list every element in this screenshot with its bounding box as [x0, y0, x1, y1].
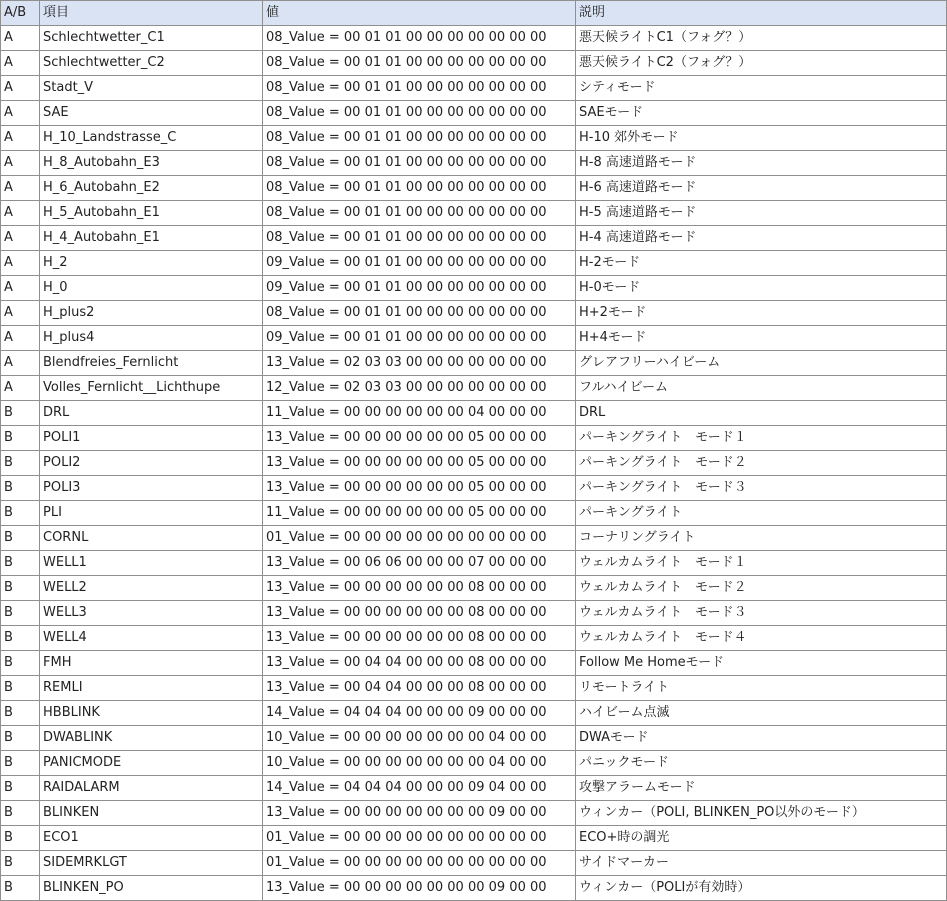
cell-item: H_5_Autobahn_E1: [40, 201, 263, 226]
table-row: [1, 201, 947, 226]
table-row: [1, 576, 947, 601]
cell-ab: A: [1, 226, 40, 251]
cell-value: 13_Value = 02 03 03 00 00 00 00 00 00 00: [263, 351, 576, 376]
cell-description: ウェルカムライト モード１: [576, 551, 947, 576]
table-row: [1, 301, 947, 326]
cell-item: Blendfreies_Fernlicht: [40, 351, 263, 376]
cell-item: H_0: [40, 276, 263, 301]
cell-ab: B: [1, 651, 40, 676]
cell-description: ECO+時の調光: [576, 826, 947, 851]
cell-description: H-6 高速道路モード: [576, 176, 947, 201]
cell-item: CORNL: [40, 526, 263, 551]
cell-description: SAEモード: [576, 101, 947, 126]
cell-item: WELL2: [40, 576, 263, 601]
cell-ab: A: [1, 201, 40, 226]
cell-item: DRL: [40, 401, 263, 426]
header-value: 値: [263, 1, 576, 26]
cell-value: 14_Value = 04 04 04 00 00 00 09 00 00 00: [263, 701, 576, 726]
cell-description: ハイビーム点滅: [576, 701, 947, 726]
cell-ab: A: [1, 176, 40, 201]
cell-value: 11_Value = 00 00 00 00 00 00 05 00 00 00: [263, 501, 576, 526]
cell-ab: A: [1, 351, 40, 376]
cell-ab: B: [1, 826, 40, 851]
cell-ab: B: [1, 551, 40, 576]
cell-description: H+4モード: [576, 326, 947, 351]
table-row: [1, 176, 947, 201]
cell-ab: B: [1, 701, 40, 726]
cell-item: Stadt_V: [40, 76, 263, 101]
table-row: [1, 851, 947, 876]
cell-value: 13_Value = 00 06 06 00 00 00 07 00 00 00: [263, 551, 576, 576]
cell-ab: B: [1, 501, 40, 526]
table-row: [1, 551, 947, 576]
cell-value: 08_Value = 00 01 01 00 00 00 00 00 00 00: [263, 126, 576, 151]
table-row: [1, 401, 947, 426]
cell-value: 08_Value = 00 01 01 00 00 00 00 00 00 00: [263, 201, 576, 226]
cell-item: H_8_Autobahn_E3: [40, 151, 263, 176]
table-row: [1, 51, 947, 76]
table-row: [1, 651, 947, 676]
cell-description: リモートライト: [576, 676, 947, 701]
cell-item: PLI: [40, 501, 263, 526]
table-row: [1, 751, 947, 776]
cell-ab: B: [1, 526, 40, 551]
cell-value: 13_Value = 00 00 00 00 00 00 05 00 00 00: [263, 451, 576, 476]
table-row: [1, 26, 947, 51]
cell-ab: A: [1, 51, 40, 76]
cell-description: パーキングライト モード２: [576, 451, 947, 476]
cell-value: 13_Value = 00 00 00 00 00 00 08 00 00 00: [263, 576, 576, 601]
table-row: [1, 151, 947, 176]
cell-item: Volles_Fernlicht__Lichthupe: [40, 376, 263, 401]
cell-description: パニックモード: [576, 751, 947, 776]
cell-item: WELL3: [40, 601, 263, 626]
cell-description: H-5 高速道路モード: [576, 201, 947, 226]
table-row: [1, 426, 947, 451]
table-row: [1, 226, 947, 251]
cell-value: 13_Value = 00 00 00 00 00 00 08 00 00 00: [263, 626, 576, 651]
cell-ab: A: [1, 276, 40, 301]
cell-description: ウェルカムライト モード２: [576, 576, 947, 601]
cell-value: 09_Value = 00 01 01 00 00 00 00 00 00 00: [263, 276, 576, 301]
table-row: [1, 276, 947, 301]
cell-value: 09_Value = 00 01 01 00 00 00 00 00 00 00: [263, 251, 576, 276]
cell-item: HBBLINK: [40, 701, 263, 726]
cell-item: FMH: [40, 651, 263, 676]
cell-description: DRL: [576, 401, 947, 426]
cell-value: 13_Value = 00 00 00 00 00 00 08 00 00 00: [263, 601, 576, 626]
table-row: [1, 476, 947, 501]
cell-ab: A: [1, 101, 40, 126]
cell-ab: A: [1, 301, 40, 326]
table-row: [1, 501, 947, 526]
table-row: [1, 601, 947, 626]
cell-item: H_10_Landstrasse_C: [40, 126, 263, 151]
table-row: [1, 101, 947, 126]
cell-value: 10_Value = 00 00 00 00 00 00 00 04 00 00: [263, 751, 576, 776]
table-row: [1, 126, 947, 151]
cell-value: 09_Value = 00 01 01 00 00 00 00 00 00 00: [263, 326, 576, 351]
table-row: [1, 326, 947, 351]
cell-description: DWAモード: [576, 726, 947, 751]
cell-item: H_4_Autobahn_E1: [40, 226, 263, 251]
cell-value: 08_Value = 00 01 01 00 00 00 00 00 00 00: [263, 51, 576, 76]
cell-value: 11_Value = 00 00 00 00 00 00 04 00 00 00: [263, 401, 576, 426]
cell-ab: A: [1, 76, 40, 101]
cell-item: H_2: [40, 251, 263, 276]
cell-description: H+2モード: [576, 301, 947, 326]
cell-description: H-2モード: [576, 251, 947, 276]
cell-item: Schlechtwetter_C2: [40, 51, 263, 76]
cell-item: RAIDALARM: [40, 776, 263, 801]
cell-item: DWABLINK: [40, 726, 263, 751]
cell-ab: B: [1, 601, 40, 626]
table-row: [1, 251, 947, 276]
cell-item: H_6_Autobahn_E2: [40, 176, 263, 201]
cell-value: 10_Value = 00 00 00 00 00 00 00 04 00 00: [263, 726, 576, 751]
cell-ab: B: [1, 426, 40, 451]
cell-item: POLI1: [40, 426, 263, 451]
cell-value: 13_Value = 00 04 04 00 00 00 08 00 00 00: [263, 651, 576, 676]
cell-item: POLI3: [40, 476, 263, 501]
cell-description: H-0モード: [576, 276, 947, 301]
cell-value: 12_Value = 02 03 03 00 00 00 00 00 00 00: [263, 376, 576, 401]
cell-description: パーキングライト モード１: [576, 426, 947, 451]
cell-ab: A: [1, 376, 40, 401]
cell-ab: A: [1, 251, 40, 276]
cell-description: サイドマーカー: [576, 851, 947, 876]
cell-value: 08_Value = 00 01 01 00 00 00 00 00 00 00: [263, 151, 576, 176]
cell-ab: A: [1, 126, 40, 151]
header-item: 項目: [40, 1, 263, 26]
cell-description: 悪天候ライトC1（フォグ？）: [576, 26, 947, 51]
cell-value: 08_Value = 00 01 01 00 00 00 00 00 00 00: [263, 101, 576, 126]
cell-ab: B: [1, 751, 40, 776]
cell-description: ウェルカムライト モード３: [576, 601, 947, 626]
cell-value: 08_Value = 00 01 01 00 00 00 00 00 00 00: [263, 176, 576, 201]
cell-value: 13_Value = 00 00 00 00 00 00 00 09 00 00: [263, 876, 576, 901]
cell-description: ウィンカー（POLIが有効時）: [576, 876, 947, 901]
cell-value: 13_Value = 00 00 00 00 00 00 05 00 00 00: [263, 426, 576, 451]
cell-value: 14_Value = 04 04 04 00 00 00 09 04 00 00: [263, 776, 576, 801]
cell-value: 13_Value = 00 00 00 00 00 00 00 09 00 00: [263, 801, 576, 826]
cell-value: 01_Value = 00 00 00 00 00 00 00 00 00 00: [263, 851, 576, 876]
cell-ab: B: [1, 626, 40, 651]
table-row: [1, 726, 947, 751]
cell-description: 攻撃アラームモード: [576, 776, 947, 801]
table-row: [1, 451, 947, 476]
table-row: [1, 676, 947, 701]
cell-value: 08_Value = 00 01 01 00 00 00 00 00 00 00: [263, 226, 576, 251]
cell-item: WELL4: [40, 626, 263, 651]
cell-ab: A: [1, 26, 40, 51]
cell-item: SIDEMRKLGT: [40, 851, 263, 876]
cell-ab: B: [1, 401, 40, 426]
cell-item: PANICMODE: [40, 751, 263, 776]
cell-item: H_plus4: [40, 326, 263, 351]
cell-item: POLI2: [40, 451, 263, 476]
cell-description: H-8 高速道路モード: [576, 151, 947, 176]
table-row: [1, 701, 947, 726]
header-row: [1, 1, 947, 26]
cell-value: 08_Value = 00 01 01 00 00 00 00 00 00 00: [263, 76, 576, 101]
cell-value: 01_Value = 00 00 00 00 00 00 00 00 00 00: [263, 526, 576, 551]
cell-ab: B: [1, 726, 40, 751]
cell-description: フルハイビーム: [576, 376, 947, 401]
cell-value: 01_Value = 00 00 00 00 00 00 00 00 00 00: [263, 826, 576, 851]
cell-description: パーキングライト モード３: [576, 476, 947, 501]
table-row: [1, 526, 947, 551]
table-row: [1, 826, 947, 851]
cell-ab: B: [1, 876, 40, 901]
cell-item: BLINKEN: [40, 801, 263, 826]
cell-description: コーナリングライト: [576, 526, 947, 551]
cell-ab: B: [1, 801, 40, 826]
cell-description: ウィンカー（POLI, BLINKEN_PO以外のモード）: [576, 801, 947, 826]
cell-ab: B: [1, 776, 40, 801]
cell-description: H-4 高速道路モード: [576, 226, 947, 251]
cell-item: BLINKEN_PO: [40, 876, 263, 901]
cell-item: WELL1: [40, 551, 263, 576]
cell-description: Follow Me Homeモード: [576, 651, 947, 676]
cell-description: シティモード: [576, 76, 947, 101]
cell-item: Schlechtwetter_C1: [40, 26, 263, 51]
cell-ab: B: [1, 851, 40, 876]
cell-value: 08_Value = 00 01 01 00 00 00 00 00 00 00: [263, 301, 576, 326]
cell-value: 13_Value = 00 04 04 00 00 00 08 00 00 00: [263, 676, 576, 701]
cell-value: 08_Value = 00 01 01 00 00 00 00 00 00 00: [263, 26, 576, 51]
cell-description: グレアフリーハイビーム: [576, 351, 947, 376]
table-row: [1, 626, 947, 651]
cell-value: 13_Value = 00 00 00 00 00 00 05 00 00 00: [263, 476, 576, 501]
cell-item: REMLI: [40, 676, 263, 701]
table-row: [1, 76, 947, 101]
cell-ab: B: [1, 576, 40, 601]
table-row: [1, 376, 947, 401]
table-row: [1, 776, 947, 801]
cell-description: 悪天候ライトC2（フォグ？）: [576, 51, 947, 76]
table-row: [1, 876, 947, 901]
cell-description: H-10 郊外モード: [576, 126, 947, 151]
cell-ab: B: [1, 451, 40, 476]
header-ab: A/B: [1, 1, 40, 26]
cell-description: ウェルカムライト モード４: [576, 626, 947, 651]
cell-description: パーキングライト: [576, 501, 947, 526]
cell-item: SAE: [40, 101, 263, 126]
cell-ab: A: [1, 326, 40, 351]
header-description: 説明: [576, 1, 947, 26]
table-row: [1, 801, 947, 826]
cell-ab: A: [1, 151, 40, 176]
cell-ab: B: [1, 676, 40, 701]
cell-item: H_plus2: [40, 301, 263, 326]
table-row: [1, 351, 947, 376]
cell-ab: B: [1, 476, 40, 501]
cell-item: ECO1: [40, 826, 263, 851]
